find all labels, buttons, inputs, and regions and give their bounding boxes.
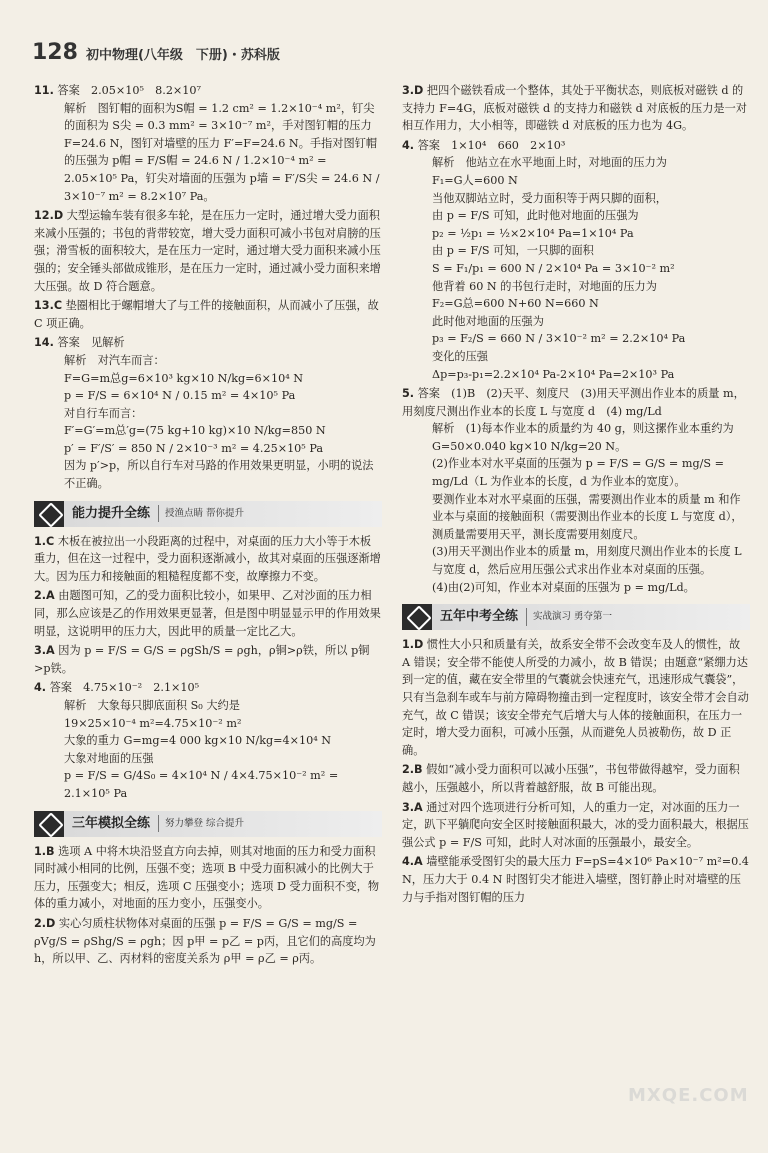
answer-line (34, 82, 382, 100)
answer-text: 惯性大小只和质量有关，故系安全带不会改变车及人的惯性，故 A 错误；安全带不能使人所受的力减小，故 B 错误；由题意“紧绷力达到一定的值，藏在安全带里的气囊就会快速充气，迅速形成气囊袋”，只有当急刹车或车与前方障碍物撞击到一定程度时，该安全带才会自动充气，故 C 错误；该安全带充气后增大与人体的接触面积，在压力一定时，增大受力面积，可减小压强，从而避免人员被勒伤，故 D 正确。 (402, 638, 749, 757)
answer-text: 解析 (1)每本作业本的质量约为 40 g，则这摞作业本重约为 G=50×0.040 kg×10 N/kg=20 N。 (432, 422, 734, 453)
question-number: 2.B (402, 763, 423, 777)
answer-text: (3)用天平测出作业本的质量 m，用刻度尺测出作业本的长度 L 与宽度 d，然后应用压强公式求出作业本对桌面的压强。 (432, 545, 742, 577)
answer-line (402, 137, 750, 155)
answer-line (402, 82, 750, 135)
answer-text: F′=G′=m总′g=(75 kg+10 kg)×10 N/kg=850 N (64, 424, 326, 438)
answer-line (34, 533, 382, 586)
answer-text: 答案 4.75×10⁻² 2.1×10⁵ (49, 681, 200, 695)
answer-item (402, 137, 750, 383)
section-title: 五年中考全练 (440, 609, 519, 625)
answer-line (34, 100, 382, 206)
pencil-icon (34, 501, 64, 527)
answer-text: p = F/S = G/4S₀ = 4×10⁴ N / 4×4.75×10⁻² m² = 2.1×10⁵ Pa (64, 769, 339, 800)
answer-item (34, 533, 382, 586)
answer-text: 通过对四个选项进行分析可知，人的重力一定，对冰面的压力一定，趴下平躺爬向安全区时接触面积最大，冰的受力面积最大，根据压强公式 p = F/S 可知，此时人对冰面的压强最小，最安全。 (402, 800, 749, 849)
answer-line (402, 225, 750, 243)
watermark-text: MXQE.COM (628, 1085, 749, 1106)
answer-line (34, 370, 382, 388)
answer-line (402, 579, 750, 597)
answer-line (34, 334, 382, 352)
answer-line (402, 172, 750, 190)
question-number: 2.D (34, 916, 56, 930)
answer-text: 因为 p = F/S = G/S = ρgSh/S = ρgh，ρ铜>ρ铁，所以 p铜>p铁。 (34, 644, 370, 675)
question-number: 12.D (34, 209, 64, 223)
answer-text: 对自行车而言： (64, 406, 143, 420)
answer-item (402, 799, 750, 852)
question-number: 14. (34, 336, 54, 350)
answer-text: 解析 他站立在水平地面上时，对地面的压力为 (432, 156, 667, 170)
answer-text: p = F/S = 6×10⁴ N / 0.15 m² = 4×10⁵ Pa (64, 389, 296, 403)
answer-line (34, 457, 382, 492)
answer-text: p₂ = ½p₁ = ½×2×10⁴ Pa=1×10⁴ Pa (432, 226, 634, 240)
answer-line (402, 853, 750, 906)
answer-text: 19×25×10⁻⁴ m²=4.75×10⁻² m² (64, 716, 242, 730)
answer-text: 答案 见解析 (57, 336, 125, 350)
question-number: 2.A (34, 589, 55, 603)
answer-line (402, 761, 750, 796)
answer-line (34, 387, 382, 405)
answer-text: 要测作业本对水平桌面的压强，需要测出作业本的质量 m 和作业本与桌面的接触面积（需要测出作业本的长度 L 与宽度 d），测质量需要用天平，测长度需要用刻度尺。 (432, 492, 743, 541)
answer-line (402, 636, 750, 759)
answer-line (402, 366, 750, 384)
answer-text: 因为 p′>p，所以自行车对马路的作用效果更明显，小明的说法不正确。 (64, 459, 374, 491)
answer-item (402, 853, 750, 906)
answer-text: 把四个磁铁看成一个整体，其处于平衡状态，则底板对磁铁 d 的支持力 F=4G，底板对磁铁 d 的支持力和磁铁 d 对底板的压力是一对相互作用力，大小相等，即磁铁 d 对底板的压力也为 4G。 (402, 84, 747, 133)
answer-line (402, 385, 750, 420)
answer-line (402, 190, 750, 208)
question-number: 1.B (34, 844, 55, 858)
section-title: 三年模拟全练 (72, 815, 151, 831)
answer-text: 变化的压强 (432, 349, 488, 363)
answer-line (34, 352, 382, 370)
question-number: 4. (34, 681, 47, 695)
answer-text: 此时他对地面的压强为 (432, 314, 544, 328)
answer-line (34, 915, 382, 968)
answer-text: 大象的重力 G=mg=4 000 kg×10 N/kg=4×10⁴ N (64, 734, 332, 748)
pencil-icon (402, 604, 432, 630)
answer-text: 解析 大象每只脚底面积 S₀ 大约是 (64, 699, 240, 712)
section-five-year (402, 604, 750, 630)
left-column (34, 82, 382, 970)
question-number: 3.D (402, 84, 424, 97)
answer-text: 由 p = F/S 可知，此时他对地面的压强为 (432, 209, 639, 223)
answer-text: 答案 1×10⁴ 660 2×10³ (417, 138, 566, 152)
section-three-year (34, 811, 382, 837)
answer-text: 墙壁能承受图钉尖的最大压力 F=pS=4×10⁶ Pa×10⁻⁷ m²=0.4 N，压力大于 0.4 N 时图钉尖才能进入墙壁，图钉静止时对墙壁的压力与手指对图钉帽的压力 (402, 855, 749, 904)
answer-line (34, 587, 382, 640)
answer-text: 垫圈相比于螺帽增大了与工件的接触面积，从而减小了压强，故 C 项正确。 (34, 299, 379, 330)
answer-text: 答案 2.05×10⁵ 8.2×10⁷ (57, 84, 202, 97)
answer-text: 他背着 60 N 的书包行走时，对地面的压力为 (432, 279, 657, 293)
watermark-logo (628, 1087, 758, 1145)
answer-line (402, 348, 750, 366)
answer-line (402, 295, 750, 313)
answer-item (402, 385, 750, 596)
answer-text: 实心匀质柱状物体对桌面的压强 p = F/S = G/S = mg/S = ρVg/S = ρShg/S = ρgh；因 p甲 = p乙 = p丙，且它们的高度均为 h，所以甲、乙、丙材料的密度关系为 ρ甲 = ρ乙 = ρ丙。 (34, 916, 376, 966)
question-number: 3.A (402, 800, 423, 814)
answer-line (402, 278, 750, 296)
answer-line (402, 799, 750, 852)
page-number: 128 (32, 40, 78, 65)
answer-line (402, 207, 750, 225)
answer-text: 大型运输车装有很多车轮，是在压力一定时，通过增大受力面积来减小压强的；书包的背带较宽，增大受力面积可减小书包对肩膀的压强；滑雪板的面积较大，是在压力一定时，通过增大受力面积来减小压强的；安全锤头部做成锥形，是在压力一定时，通过减小受力面积来增大压强。故 D 符合题意。 (34, 209, 381, 293)
answer-text: 答案 (1)B (2)天平、刻度尺 (3)用天平测出作业本的质量 m，用刻度尺测出作业本的长度 L 与宽度 d (4) mg/Ld (402, 387, 745, 418)
answer-item (402, 82, 750, 135)
section-subtitle: 努力攀登 综合提升 (158, 815, 244, 833)
answer-text: 假如“减小受力面积可以减小压强”，书包带做得越窄，受力面积越小，压强越小，所以背着越舒服，故 B 可能出现。 (402, 763, 740, 794)
answer-line (34, 697, 382, 715)
question-number: 1.D (402, 638, 424, 652)
answer-text: (2)作业本对水平桌面的压强为 p = F/S = G/S = mg/S = mg/Ld（L 为作业本的长度，d 为作业本的宽度）。 (432, 457, 724, 489)
section-ability (34, 501, 382, 527)
answer-text: F₁=G人=600 N (432, 173, 518, 187)
answer-text: 选项 A 中将木块沿竖直方向去掉，则其对地面的压力和受力面积同时减小相同的比例，压强不变；选项 B 中受力面积减小的比例大于压力，压强变大；相反，选项 C 压强变小；选项 D 受力面积不变，物体的重力减小，对地面的压力变小，压强变小。 (34, 844, 380, 911)
section-subtitle: 授渔点睛 帮你提升 (158, 505, 244, 523)
answer-line (402, 260, 750, 278)
section-subtitle: 实战演习 勇夺第一 (526, 608, 612, 626)
answer-item (34, 587, 382, 640)
answer-line (402, 420, 750, 455)
answer-line (34, 679, 382, 697)
question-number: 1.C (34, 534, 55, 548)
answer-line (34, 843, 382, 913)
question-number: 4. (402, 138, 415, 152)
answer-line (34, 207, 382, 295)
answer-item (402, 761, 750, 796)
answer-line (34, 297, 382, 332)
answer-line (34, 767, 382, 802)
answer-item (34, 82, 382, 205)
question-number: 4.A (402, 855, 423, 869)
question-number: 11. (34, 84, 54, 97)
section-title: 能力提升全练 (72, 505, 151, 521)
answer-line (402, 154, 750, 172)
answer-line (34, 440, 382, 458)
answer-line (34, 732, 382, 750)
answer-line (402, 313, 750, 331)
answer-text: 解析 图钉帽的面积为S帽 = 1.2 cm² = 1.2×10⁻⁴ m²，钉尖的面积为 S尖 = 0.3 mm² = 3×10⁻⁷ m²，手对图钉帽的压力 F=24.6 N，图钉对墙壁的压力 F′=F=24.6 N。手指对图钉帽的压强为 p帽 = F/S帽 = 24.6 N / 1.2×10⁻⁴ m² = 2.05×10⁵ Pa，钉尖对墙面的压强为 p墙 = F′/S尖 = 24.6 N / 3×10⁻⁷ m² = 8.2×10⁷ Pa。 (64, 101, 380, 203)
answer-text: 由 p = F/S 可知，一只脚的面积 (432, 244, 594, 258)
answer-item (34, 297, 382, 332)
answer-line (34, 405, 382, 423)
right-column (402, 82, 750, 908)
answer-text: 解析 对汽车而言： (64, 353, 165, 367)
answer-text: (4)由(2)可知，作业本对桌面的压强为 p = mg/Ld。 (432, 580, 695, 594)
answer-line (34, 715, 382, 733)
answer-text: F₂=G总=600 N+60 N=660 N (432, 297, 599, 311)
question-number: 13.C (34, 299, 63, 313)
pencil-icon (34, 811, 64, 837)
answer-line (402, 491, 750, 544)
answer-line (34, 750, 382, 768)
answer-line (34, 422, 382, 440)
answer-line (34, 642, 382, 677)
question-number: 5. (402, 387, 415, 401)
answer-item (34, 843, 382, 913)
answer-text: S = F₁/p₁ = 600 N / 2×10⁴ Pa = 3×10⁻² m² (432, 261, 675, 275)
answer-text: p′ = F′/S′ = 850 N / 2×10⁻³ m² = 4.25×10⁵ Pa (64, 441, 324, 455)
answer-item (34, 679, 382, 802)
answer-item (402, 636, 750, 759)
answer-line (402, 455, 750, 490)
book-title: 初中物理(八年级 下册)・苏科版 (85, 48, 280, 63)
answer-text: 木板在被拉出一小段距离的过程中，对桌面的压力大小等于木板重力，但在这一过程中，受力面积逐渐减小，故其对桌面的压强逐渐增大。因为压力和接触面的粗糙程度都不变，故摩擦力不变。 (34, 534, 381, 583)
answer-line (402, 543, 750, 578)
answer-item (34, 207, 382, 295)
question-number: 3.A (34, 644, 55, 658)
answer-text: 由题图可知，乙的受力面积比较小，如果甲、乙对沙面的压力相同，那么应该是乙的作用效果更显著，但是图中明显显示甲的作用效果明显，这说明甲的压力大，因此甲的质量一定比乙大。 (34, 589, 381, 638)
answer-text: 大象对地面的压强 (64, 751, 154, 765)
page-header (32, 40, 432, 68)
answer-line (402, 242, 750, 260)
answer-text: 当他双脚站立时，受力面积等于两只脚的面积， (432, 191, 667, 205)
answer-text: p₃ = F₂/S = 660 N / 3×10⁻² m² = 2.2×10⁴ Pa (432, 332, 686, 346)
answer-line (402, 330, 750, 348)
answer-item (34, 334, 382, 492)
answer-item (34, 915, 382, 968)
answer-text: F=G=m总g=6×10³ kg×10 N/kg=6×10⁴ N (64, 371, 304, 385)
answer-item (34, 642, 382, 677)
answer-text: Δp=p₃-p₁=2.2×10⁴ Pa-2×10⁴ Pa=2×10³ Pa (432, 367, 675, 381)
